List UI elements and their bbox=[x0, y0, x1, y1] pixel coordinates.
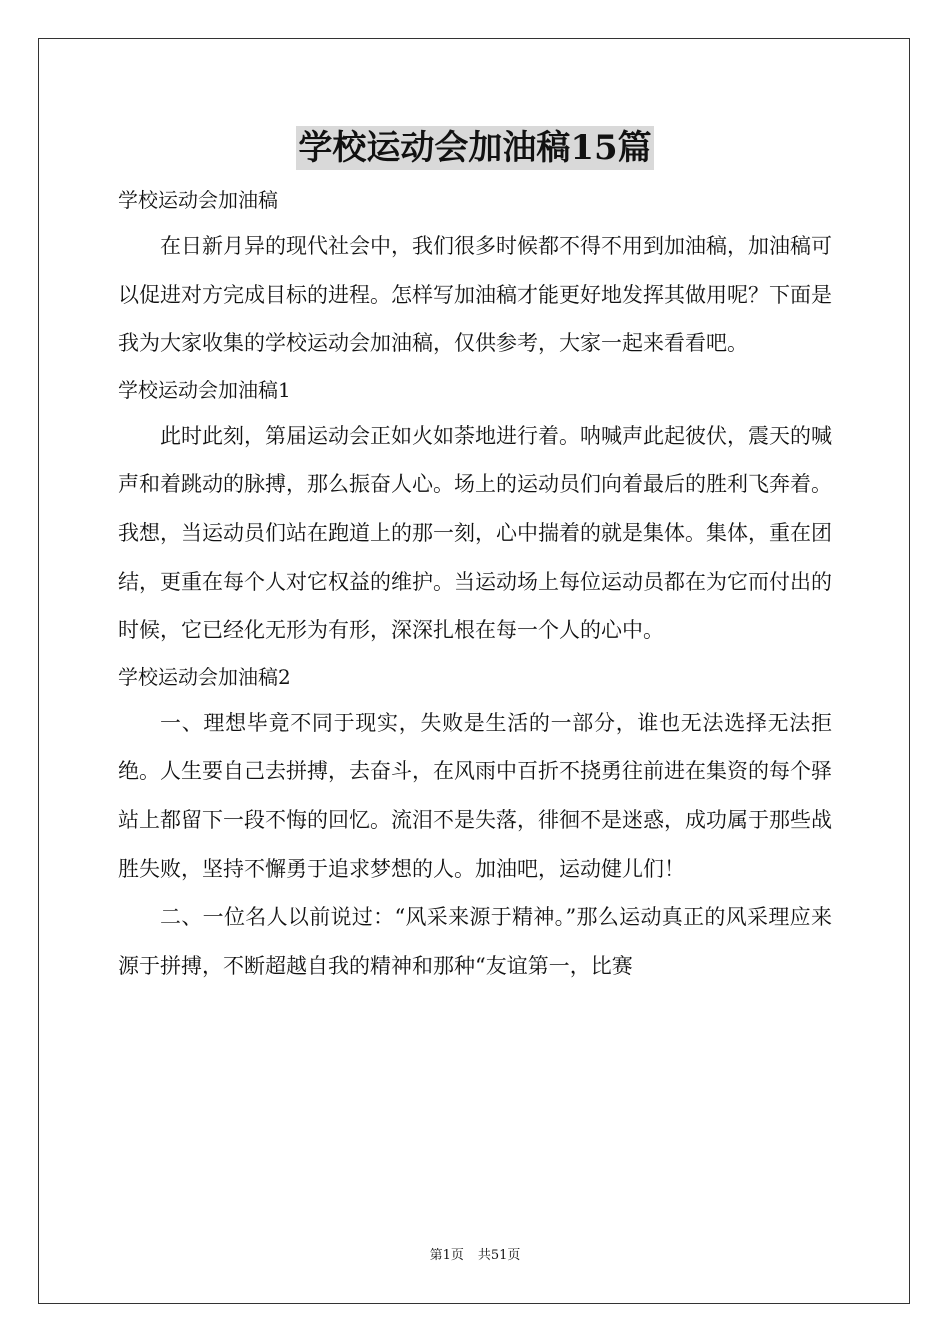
paragraph: 此时此刻，第届运动会正如火如荼地进行着。呐喊声此起彼伏，震天的喊声和着跳动的脉搏，那么振奋人心。场上的运动员们向着最后的胜利飞奔着。我想，当运动员们站在跑道上的那一刻，心中揣着的就是集体。集体，重在团结，更重在每个人对它权益的维护。当运动场上每位运动员都在为它而付出的时候，它已经化无形为有形，深深扎根在每一个人的心中。 bbox=[118, 423, 832, 643]
document-title: 学校运动会加油稿15篇 bbox=[298, 128, 652, 168]
paragraph: 在日新月异的现代社会中，我们很多时候都不得不用到加油稿，加油稿可以促进对方完成目标的进程。怎样写加油稿才能更好地发挥其做用呢？下面是我为大家收集的学校运动会加油稿，仅供参考，大家一起来看看吧。 bbox=[118, 234, 832, 356]
paragraph: 二、一位名人以前说过：“风采来源于精神。”那么运动真正的风采理应来源于拼搏，不断超越自我的精神和那种“友谊第一，比赛 bbox=[118, 905, 832, 978]
paragraph: 一、理想毕竟不同于现实，失败是生活的一部分，谁也无法选择无法拒绝。人生要自己去拼搏，去奋斗，在风雨中百折不挠勇往前进在集资的每个驿站上都留下一段不悔的回忆。流泪不是失落，徘徊不是迷惑，成功属于那些战胜失败，坚持不懈勇于追求梦想的人。加油吧，运动健儿们！ bbox=[118, 710, 832, 881]
title-container bbox=[0, 126, 950, 170]
page-footer bbox=[0, 1246, 950, 1266]
section-heading: 学校运动会加油稿 bbox=[118, 188, 278, 212]
section-heading: 学校运动会加油稿2 bbox=[118, 664, 291, 689]
page-number: 第1页 bbox=[429, 1248, 464, 1263]
section-heading: 学校运动会加油稿1 bbox=[118, 377, 291, 402]
document-body bbox=[118, 178, 832, 990]
page-total: 共51页 bbox=[477, 1248, 521, 1263]
